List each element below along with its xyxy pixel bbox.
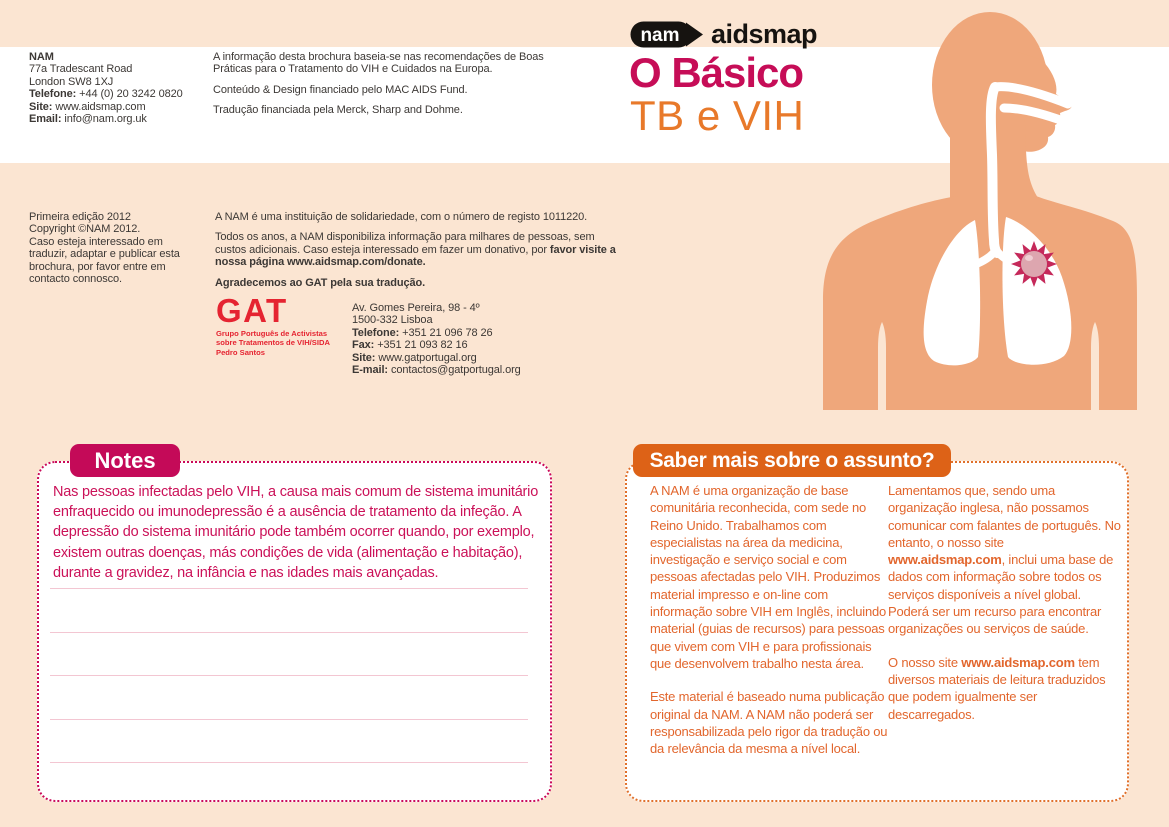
edition-line: traduzir, adaptar e publicar esta: [29, 248, 180, 261]
notes-ruled-line: [50, 588, 528, 589]
nam-email: Email: info@nam.org.uk: [29, 113, 147, 126]
edition-line: Copyright ©NAM 2012.: [29, 223, 141, 236]
more-info-col1-para1: A NAM é uma organização de base comunitária reconhecida, com sede no Reino Unido. Trabalhamos com especialistas na área da medicina, investigação e serviço social e com pessoas afectadas pelo VIH. Produzimos material impresso e on-line com informação sobre VIH em Inglês, incluindo material (guias de recursos) para pessoas que vivem com VIH e para profissionais que desenvolvem trabalho nesta área.: [650, 483, 887, 671]
gat-logo-subtext: Grupo Português de Activistas sobre Tratamentos de VIH/SIDA Pedro Santos: [216, 329, 330, 357]
charity-block: [215, 211, 617, 297]
gat-address-line2: 1500-332 Lisboa: [352, 314, 433, 327]
funding-mac-aids: Conteúdo & Design financiado pelo MAC AIDS Fund.: [213, 83, 468, 96]
gat-email: E-mail: contactos@gatportugal.org: [352, 364, 521, 377]
nam-logo-text: nam: [640, 25, 680, 46]
charity-registration: A NAM é uma instituição de solidariedade, com o número de registo 1011220.: [215, 211, 588, 223]
notes-ruled-line: [50, 719, 528, 720]
left-armpit-gap: [878, 322, 886, 410]
funding-recommendations: A informação desta brochura baseia-se nas recomendações de Boas Práticas para o Tratamento do VIH e Cuidados na Europa.: [213, 51, 544, 76]
edition-line: brochura, por favor entre em: [29, 260, 166, 273]
more-info-badge: Saber mais sobre o assunto?: [633, 444, 951, 477]
aidsmap-logo-text: aidsmap: [711, 19, 818, 49]
nam-contact-block: [29, 51, 209, 125]
notes-badge: Notes: [70, 444, 180, 477]
charity-thanks: Agradecemos ao GAT pela sua tradução.: [215, 276, 426, 289]
nam-aidsmap-logo: [630, 19, 817, 50]
notes-body-text: Nas pessoas infectadas pelo VIH, a causa mais comum de sistema imunitário enfraquecido ou imunodepressão é a ausência de tratamento da infeção. A depressão do sistema imunitário pode também ocorrer quando, por exemplo, existem outras doenças, más condições de vida (alimentação e habitação), durante a gravidez, na infância e nas idades mais avançadas.: [53, 484, 539, 581]
gat-fax: Fax: +351 21 093 82 16: [352, 339, 468, 352]
edition-line: Caso esteja interessado em: [29, 235, 163, 248]
nam-address-line1: 77a Tradescant Road: [29, 63, 133, 76]
torso-lungs-illustration: [820, 0, 1169, 430]
notes-ruled-line: [50, 675, 528, 676]
funding-block: [213, 51, 573, 125]
nam-site: Site: www.aidsmap.com: [29, 100, 146, 113]
nam-address-line2: London SW8 1XJ: [29, 75, 114, 88]
gat-address-line1: Av. Gomes Pereira, 98 - 4º: [352, 302, 480, 314]
notes-ruled-line: [50, 632, 528, 633]
funding-translation: Tradução financiada pela Merck, Sharp and Dohme.: [213, 104, 463, 117]
more-info-column-1: [650, 482, 892, 773]
more-info-col2-para2: O nosso site www.aidsmap.com tem diversos materiais de leitura traduzidos que podem igualmente ser descarregados.: [888, 654, 1106, 722]
gat-logo-text: GAT: [216, 292, 288, 329]
gat-phone: Telefone: +351 21 096 78 26: [352, 326, 493, 339]
torso-silhouette: [823, 12, 1137, 410]
nam-logo-icon: [630, 21, 704, 48]
more-info-column-2: [888, 482, 1124, 739]
notes-ruled-line: [50, 762, 528, 763]
more-info-col1-para2: Este material é baseado numa publicação original da NAM. A NAM não poderá ser responsabilizada pelo rigor da tradução ou da relevância da mesma a nível local.: [650, 689, 888, 757]
gat-logo-block: [216, 292, 330, 357]
more-info-col2-para1: Lamentamos que, sendo uma organização inglesa, não possamos comunicar com falantes de português. No entanto, o nosso site www.aidsmap.com, inclui uma base de dados com informação sobre todos os serviços disponíveis a nível global. Poderá ser um recurso para encontrar organizações ou serviços de saúde.: [888, 483, 1121, 637]
gat-contact-block: [352, 302, 592, 376]
brochure-title: O Básico: [629, 49, 804, 96]
edition-block: [29, 211, 219, 285]
charity-donate: Todos os anos, a NAM disponibiliza informação para milhares de pessoas, sem custos adicionais. Caso esteja interessado em fazer um donativo, por favor visite a nossa página www.aidsmap.com/donate.: [215, 231, 616, 269]
nam-name: NAM: [29, 51, 54, 63]
edition-line: Primeira edição 2012: [29, 211, 131, 223]
brochure-subtitle: TB e VIH: [630, 92, 805, 139]
right-armpit-gap: [1091, 322, 1099, 410]
nam-phone: Telefone: +44 (0) 20 3242 0820: [29, 88, 183, 101]
edition-line: contacto connosco.: [29, 273, 122, 286]
gat-site: Site: www.gatportugal.org: [352, 351, 477, 364]
